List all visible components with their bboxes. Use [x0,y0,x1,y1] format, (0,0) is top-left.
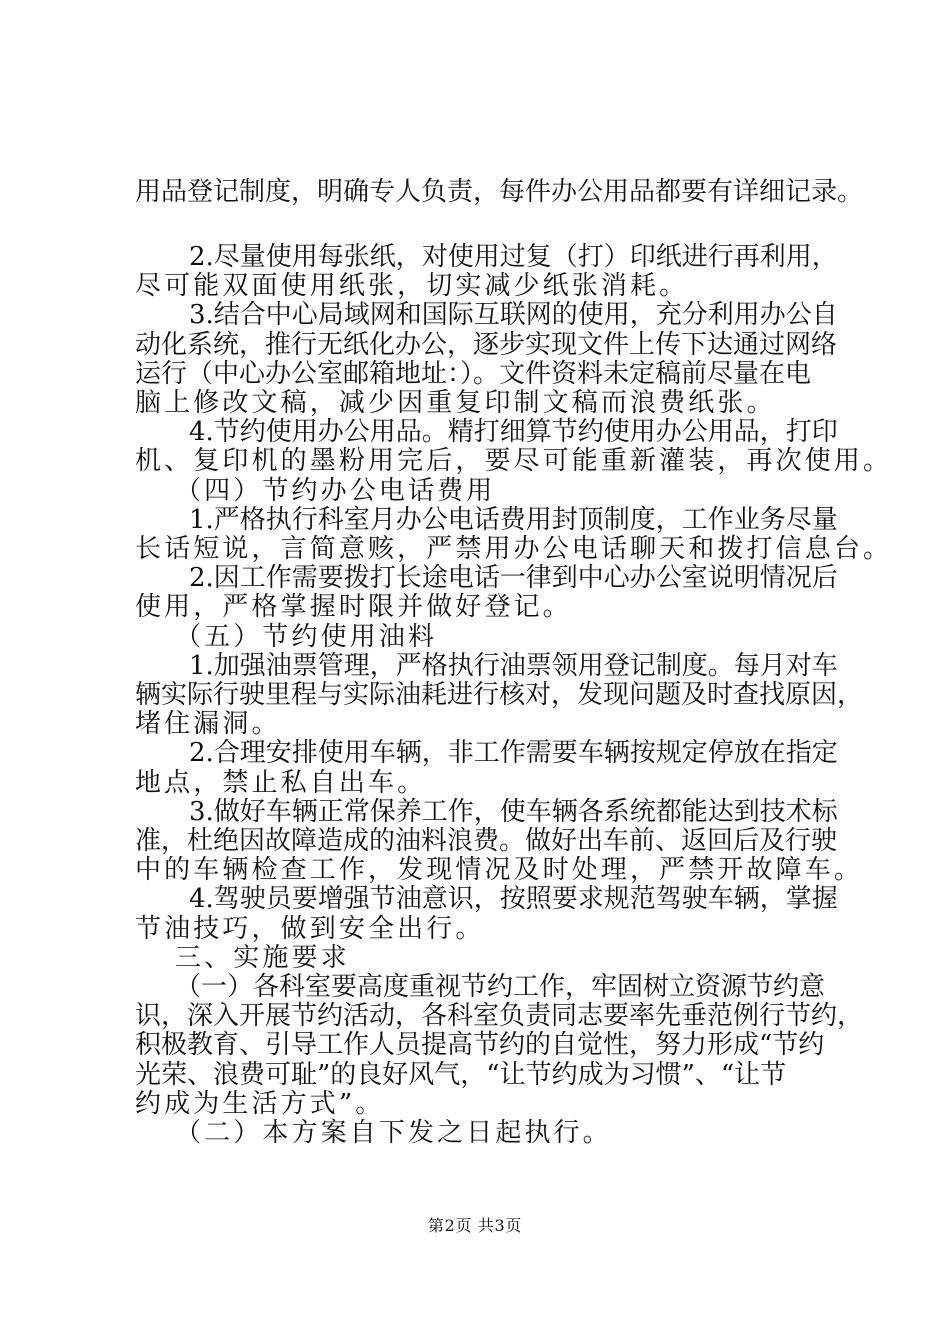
body-line: 准，杜绝因故障造成的油料浪费。做好出车前、返回后及行驶 [135,826,838,856]
body-line: 2.尽量使用每张纸，对使用过复（打）印纸进行再利用， [189,242,838,272]
page-footer: 第2页 共3页 [428,1216,522,1235]
body-line: 积极教育、引导工作人员提高节约的自觉性，努力形成“节约 [135,1030,825,1061]
body-line: 堵住漏洞。 [135,709,281,740]
body-line: 地点，禁止私自出车。 [135,767,427,798]
body-line: 2.合理安排使用车辆，非工作需要车辆按规定停放在指定 [189,738,838,769]
body-line: 4.节约使用办公用品。精打细算节约使用办公用品，打印 [189,417,838,448]
body-line: 用品登记制度，明确专人负责，每件办公用品都要有详细记录。 [135,177,864,207]
body-line: 1.严格执行科室月办公电话费用封顶制度，工作业务尽量 [189,504,838,535]
section-heading: （四）节约办公电话费用 [175,475,496,506]
body-line: 动化系统，推行无纸化办公，逐步实现文件上传下达通过网络 [135,329,838,360]
body-line: 3.结合中心局域网和国际互联网的使用，充分利用办公自 [189,300,838,331]
body-line: 光荣、浪费可耻”的良好风气，“让节约成为习惯”、“让节 [135,1059,787,1090]
body-line: 脑上修改文稿，减少因重复印制文稿而浪费纸张。 [135,388,776,418]
body-line: （一）各科室要高度重视节约工作，牢固树立资源节约意 [175,972,826,1002]
body-line: 2.因工作需要拨打长途电话一律到中心办公室说明情况后 [189,563,838,594]
body-line: （二）本方案自下发之日起执行。 [175,1118,612,1148]
body-line: 机、复印机的墨粉用完后，要尽可能重新灌装，再次使用。 [135,446,893,477]
body-line: 运行（中心办公室邮箱地址：）。文件资料未定稿前尽量在电 [135,358,812,389]
body-line: 中的车辆检查工作，发现情况及时处理，严禁开故障车。 [135,855,864,886]
body-line: 4.驾驶员要增强节油意识，按照要求规范驾驶车辆，掌握 [189,884,838,915]
body-line: 3.做好车辆正常保养工作，使车辆各系统都能达到技术标 [189,796,838,827]
body-line: 1.加强油票管理，严格执行油票领用登记制度。每月对车 [189,650,838,681]
body-line: 约成为生活方式”。 [135,1088,385,1119]
section-heading: （五）节约使用油料 [175,621,438,652]
body-line: 使用，严格掌握时限并做好登记。 [135,592,572,623]
body-line: 识，深入开展节约活动，各科室负责同志要率先垂范例行节约， [135,1001,864,1032]
body-line: 长话短说，言简意赅，严禁用办公电话聊天和拨打信息台。 [135,534,893,564]
section-heading: 三、实施要求 [175,942,350,973]
body-line: 尽可能双面使用纸张，切实减少纸张消耗。 [135,271,689,302]
body-line: 节油技巧，做到安全出行。 [135,913,485,944]
body-line: 辆实际行驶里程与实际油耗进行核对，发现问题及时查找原因， [135,680,864,710]
